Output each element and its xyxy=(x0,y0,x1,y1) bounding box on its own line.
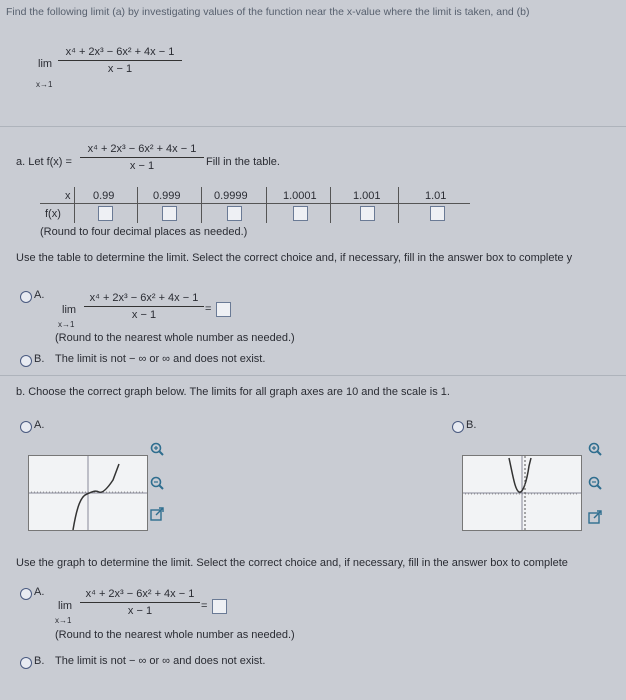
choice-b-label: B. xyxy=(34,353,45,365)
use-table-instruction: Use the table to determine the limit. Select the correct choice and, if necessary, fill in the answer box to complete y xyxy=(16,252,573,264)
graph-choice-b-text: The limit is not − ∞ or ∞ and does not exist. xyxy=(55,655,266,667)
section-divider xyxy=(0,375,626,376)
choice-a-denominator: x − 1 xyxy=(131,309,157,321)
fx-answer-box[interactable] xyxy=(430,206,445,221)
graph-a-zoom-in-icon[interactable] xyxy=(150,442,164,459)
top-lim-label: lim xyxy=(38,58,53,70)
choice-b-radio[interactable] xyxy=(20,355,32,367)
choice-a-lim: lim xyxy=(62,304,77,316)
table-col-divider xyxy=(137,187,138,223)
graph-a-radio[interactable] xyxy=(20,421,32,433)
table-x-value: 1.0001 xyxy=(283,190,317,202)
graph-equals-sign: = xyxy=(201,600,208,612)
table-round-note: (Round to four decimal places as needed.) xyxy=(40,226,248,238)
choice-a-label: A. xyxy=(34,289,45,301)
table-row-divider xyxy=(40,203,470,204)
section-divider xyxy=(0,126,626,127)
part-b-prompt: b. Choose the correct graph below. The limits for all graph axes are 10 and the scale is 1. xyxy=(16,386,450,398)
table-x-header: x xyxy=(65,190,71,202)
equals-sign: = xyxy=(205,303,212,315)
graph-a-open-external-icon[interactable] xyxy=(150,507,164,524)
graph-choice-a-denominator: x − 1 xyxy=(127,605,153,617)
choice-a-lim-sub: x→1 xyxy=(58,320,75,329)
let-fx-label: a. Let f(x) = xyxy=(16,156,72,168)
table-col-divider xyxy=(398,187,399,223)
top-lim-sub: x→1 xyxy=(36,80,53,89)
graph-b-zoom-out-icon[interactable] xyxy=(588,476,602,493)
table-x-value: 1.01 xyxy=(425,190,447,202)
graph-choice-b-label: B. xyxy=(34,655,45,667)
graph-a-label: A. xyxy=(34,419,45,431)
use-graph-instruction: Use the graph to determine the limit. Select the correct choice and, if necessary, fill in the answer box to complete xyxy=(16,557,568,569)
fx-answer-box[interactable] xyxy=(227,206,242,221)
table-col-divider xyxy=(74,187,75,223)
graph-a-plot xyxy=(29,456,147,530)
fx-answer-box[interactable] xyxy=(293,206,308,221)
graph-b[interactable] xyxy=(462,455,582,531)
table-x-value: 1.001 xyxy=(353,190,381,202)
graph-b-label: B. xyxy=(466,419,477,431)
graph-choice-a-radio[interactable] xyxy=(20,588,32,600)
graph-limit-answer-box[interactable] xyxy=(212,599,227,614)
graph-b-radio[interactable] xyxy=(452,421,464,433)
graph-b-zoom-in-icon[interactable] xyxy=(588,442,602,459)
graph-choice-a-numerator: x⁴ + 2x³ − 6x² + 4x − 1 xyxy=(80,588,200,603)
graph-choice-a-fraction xyxy=(80,588,200,617)
table-col-divider xyxy=(201,187,202,223)
choice-b-text: The limit is not − ∞ or ∞ and does not exist. xyxy=(55,353,266,365)
table-fx-header: f(x) xyxy=(45,208,61,220)
graph-b-plot xyxy=(463,456,581,530)
fx-answer-box[interactable] xyxy=(98,206,113,221)
graph-choice-a-lim-sub: x→1 xyxy=(55,616,72,625)
fx-answer-box[interactable] xyxy=(360,206,375,221)
graph-choice-a-round-note: (Round to the nearest whole number as needed.) xyxy=(55,629,295,641)
table-col-divider xyxy=(330,187,331,223)
fx-answer-box[interactable] xyxy=(162,206,177,221)
table-x-value: 0.999 xyxy=(153,190,181,202)
graph-choice-b-radio[interactable] xyxy=(20,657,32,669)
choice-a-numerator: x⁴ + 2x³ − 6x² + 4x − 1 xyxy=(84,292,204,307)
table-x-value: 0.9999 xyxy=(214,190,248,202)
choice-a-radio[interactable] xyxy=(20,291,32,303)
graph-choice-a-lim: lim xyxy=(58,600,73,612)
top-denominator: x − 1 xyxy=(107,63,133,75)
choice-a-fraction xyxy=(84,292,204,321)
graph-a[interactable] xyxy=(28,455,148,531)
fx-fraction xyxy=(80,143,204,172)
choice-a-round-note: (Round to the nearest whole number as needed.) xyxy=(55,332,295,344)
limit-answer-box[interactable] xyxy=(216,302,231,317)
fill-table-label: Fill in the table. xyxy=(206,156,280,168)
graph-choice-a-label: A. xyxy=(34,586,45,598)
graph-a-zoom-out-icon[interactable] xyxy=(150,476,164,493)
table-col-divider xyxy=(266,187,267,223)
fx-denominator: x − 1 xyxy=(129,160,155,172)
fx-numerator: x⁴ + 2x³ − 6x² + 4x − 1 xyxy=(80,143,204,158)
top-limit-fraction xyxy=(58,46,182,75)
graph-b-open-external-icon[interactable] xyxy=(588,510,602,527)
table-x-value: 0.99 xyxy=(93,190,115,202)
problem-instruction: Find the following limit (a) by investigating values of the function near the x-value where the limit is taken, and (b) xyxy=(6,6,530,18)
top-numerator: x⁴ + 2x³ − 6x² + 4x − 1 xyxy=(58,46,182,61)
